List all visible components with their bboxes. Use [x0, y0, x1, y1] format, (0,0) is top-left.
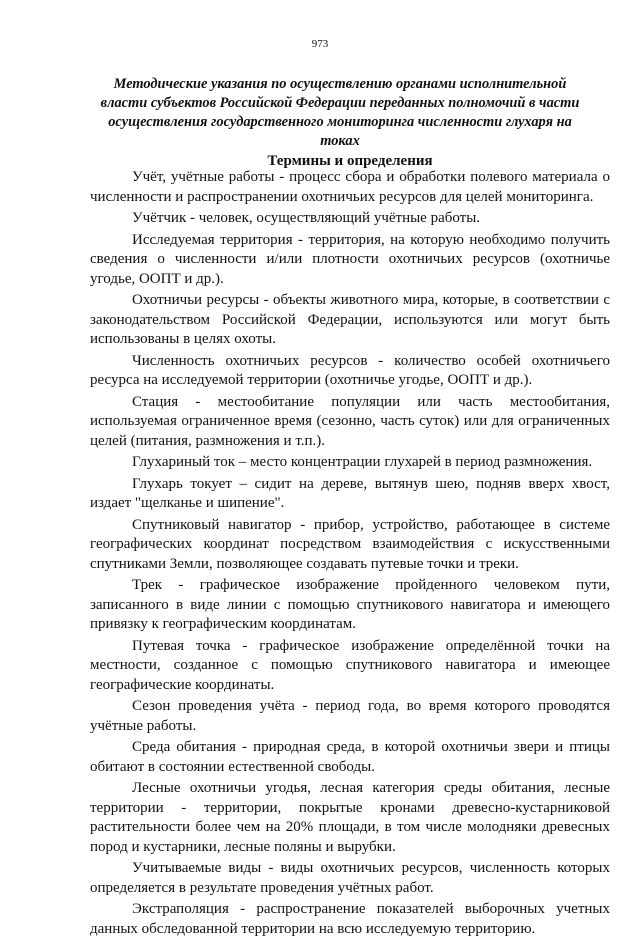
term-paragraph: Путевая точка - графическое изображение определённой точки на местности, созданное с помощью спутникового навигатора и имеющее географические координаты. [90, 637, 610, 693]
term-paragraph: Глухарь токует – сидит на дереве, вытянув шею, подняв вверх хвост, издает "щелканье и шипение". [90, 475, 610, 511]
term-paragraph: Учитываемые виды - виды охотничьих ресурсов, численность которых определяется в результате проведения учётных работ. [90, 860, 610, 896]
document-title: Методические указания по осуществлению органами исполнительной власти субъектов Российской Федерации переданных полномочий в части осуществления государственного мониторинга численности глухаря на токах [100, 76, 580, 149]
section-heading: Термины и определения [267, 153, 433, 169]
term-paragraph: Учётчик - человек, осуществляющий учётные работы. [132, 210, 481, 226]
term-paragraph: Учёт, учётные работы - процесс сбора и обработки полевого материала о численности и распространении охотничьих ресурсов для целей мониторинга. [90, 169, 610, 205]
term-paragraph: Среда обитания - природная среда, в которой охотничьи звери и птицы обитают в состоянии естественной свободы. [90, 739, 610, 775]
term-paragraph: Трек - графическое изображение пройденного человеком пути, записанного в виде линии с помощью спутникового навигатора и имеющего привязку к географическим координатам. [90, 577, 610, 632]
term-paragraph: Глухариный ток – место концентрации глухарей в период размножения. [132, 454, 593, 470]
term-paragraph: Экстраполяция - распространение показателей выборочных учетных данных обследованной территории на всю исследуемую территорию. [90, 901, 610, 937]
page-number: 973 [311, 38, 329, 50]
term-paragraph: Сезон проведения учёта - период года, во время которого проводятся учётные работы. [90, 698, 610, 734]
term-paragraph: Лесные охотничьи угодья, лесная категория среды обитания, лесные территории - территории, покрытые кронами древесно-кустарниковой растительности более чем на 20% площади, в том числе молодняки древесных пород и кустарники, лесные поляны и вырубки. [90, 780, 610, 855]
terms-list [90, 168, 610, 941]
term-paragraph: Спутниковый навигатор - прибор, устройство, работающее в системе географических координат посредством взаимодействия с искусственными спутниками Земли, позволяющее создавать путевые точки и треки. [90, 516, 610, 572]
term-paragraph: Численность охотничьих ресурсов - количество особей охотничьего ресурса на исследуемой территории (охотничье угодье, ООПТ и др.). [90, 352, 610, 388]
term-paragraph: Стация - местообитание популяции или часть местообитания, используемая ограниченное время (сезонно, часть суток) или для ограниченных целей (питания, размножения и т.п.). [90, 393, 610, 449]
term-paragraph: Охотничьи ресурсы - объекты животного мира, которые, в соответствии с законодательством Российской Федерации, используются или могут быть использованы в целях охоты. [90, 292, 610, 347]
term-paragraph: Исследуемая территория - территория, на которую необходимо получить сведения о численности и/или плотности охотничьих ресурсов (охотничье угодье, ООПТ и др.). [90, 231, 610, 287]
